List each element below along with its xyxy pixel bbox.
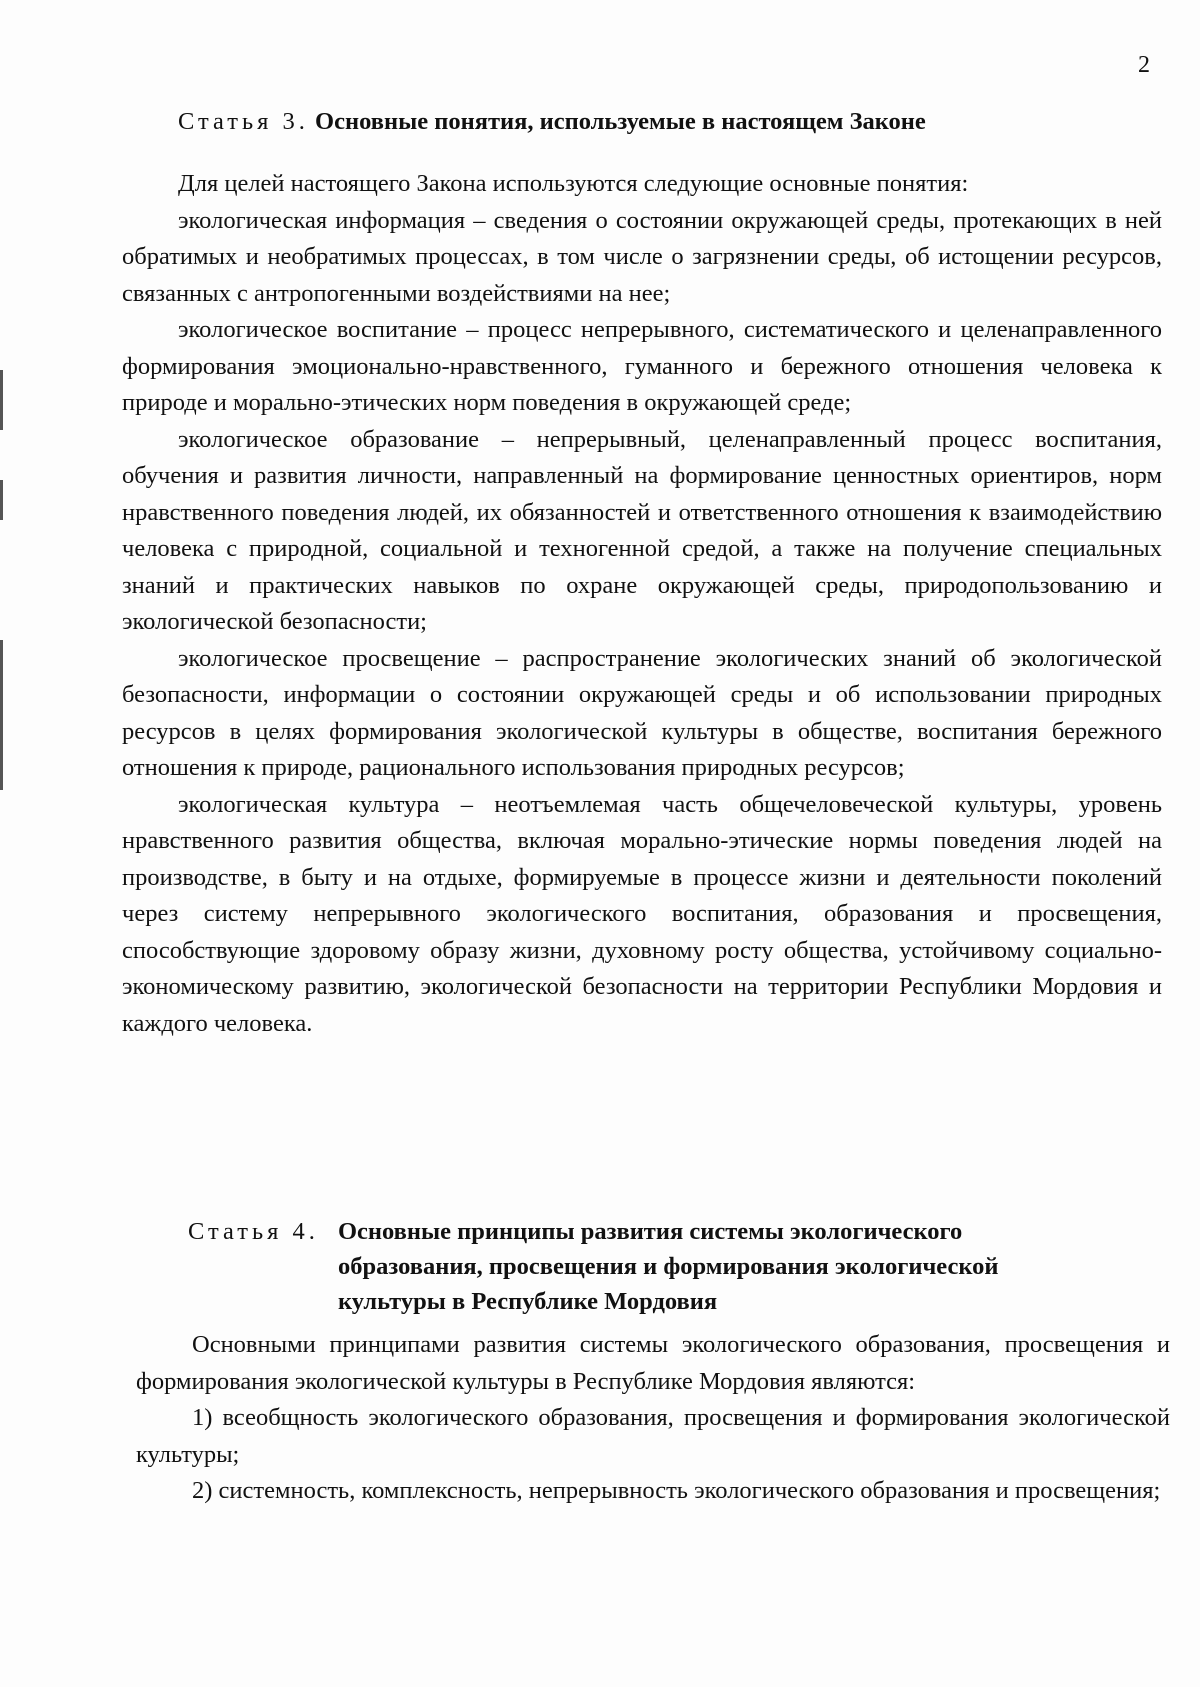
article-3-heading [178, 104, 926, 140]
scan-edge-mark [0, 480, 3, 520]
article-3-body [122, 166, 1162, 1042]
scan-edge-mark [0, 370, 3, 430]
article-4-title-line: Основные принципы развития системы экологического [338, 1218, 963, 1245]
page-number: 2 [1138, 52, 1150, 78]
article-4-title-line: культуры в Республике Мордовия [338, 1288, 718, 1315]
principle-item-2: 2) системность, комплексность, непрерывность экологического образования и просвещения; [192, 1477, 1161, 1504]
article-4-title-line: образования, просвещения и формирования экологической [338, 1253, 999, 1280]
article-4-heading [188, 1214, 1128, 1319]
definition-ecological-culture: экологическая культура – неотъемлемая часть общечеловеческой культуры, уровень нравственного развития общества, включая морально-этические нормы поведения людей на производстве, в быту и на отдыхе, формируемые в процессе жизни и деятельности поколений через систему непрерывного экологического воспитания, образования и просвещения, способствующие здоровому образу жизни, духовному росту общества, устойчивому социально-экономическому развитию, экологической безопасности на территории Республики Мордовия и каждого человека. [122, 790, 1162, 1037]
article-4-intro: Основными принципами развития системы экологического образования, просвещения и формирования экологической культуры в Республике Мордовия являются: [136, 1331, 1170, 1395]
definition-ecological-information: экологическая информация – сведения о состоянии окружающей среды, протекающих в ней обратимых и необратимых процессах, в том числе о загрязнении среды, об истощении ресурсов, связанных с антропогенными воздействиями на нее; [122, 206, 1162, 307]
article-3-title: Основные понятия, используемые в настоящем Законе [315, 108, 926, 135]
definition-ecological-upbringing: экологическое воспитание – процесс непрерывного, систематического и целенаправленного формирования эмоционально-нравственного, гуманного и бережного отношения человека к природе и морально-этических норм поведения в окружающей среде; [122, 316, 1162, 416]
article-4-label: Статья 4. [188, 1218, 319, 1245]
article-3-intro: Для целей настоящего Закона используются следующие основные понятия: [178, 170, 969, 197]
definition-ecological-education: экологическое образование – непрерывный, целенаправленный процесс воспитания, обучения и развития личности, направленный на формирование ценностных ориентиров, норм нравственного поведения людей, их обязанностей и ответственного отношения к взаимодействию человека с природной, социальной и техногенной средой, а также на получение специальных знаний и практических навыков по охране окружающей среды, природопользованию и экологической безопасности; [122, 425, 1162, 635]
principle-item-1: 1) всеобщность экологического образования, просвещения и формирования экологической культуры; [136, 1404, 1170, 1468]
article-4-title [338, 1214, 1128, 1319]
article-3-label: Статья 3. [178, 108, 309, 135]
definition-ecological-enlightenment: экологическое просвещение – распространение экологических знаний об экологической безопасности, информации о состоянии окружающей среды и об использовании природных ресурсов в целях формирования экологической культуры в обществе, воспитания бережного отношения к природе, рационального использования природных ресурсов; [122, 644, 1162, 781]
article-4-body [136, 1327, 1170, 1510]
scan-edge-mark [0, 640, 3, 790]
